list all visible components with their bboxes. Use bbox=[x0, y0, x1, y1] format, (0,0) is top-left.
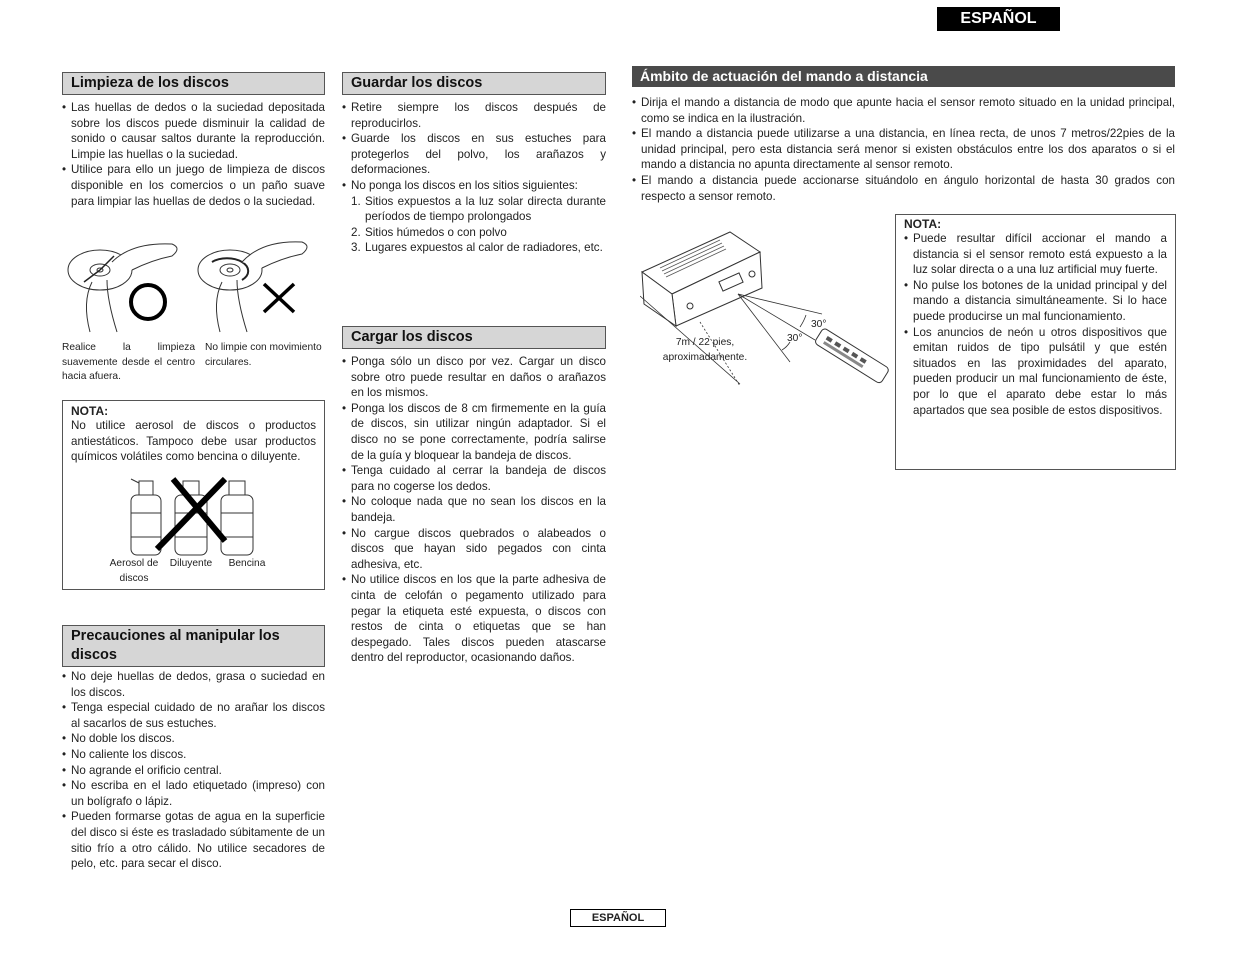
distance-label: 7m / 22 pies, aproximadamente. bbox=[662, 337, 748, 363]
label-diluyente: Diluyente bbox=[169, 558, 213, 569]
list-item: • No doble los discos. bbox=[62, 731, 325, 747]
ambito-list bbox=[632, 95, 1175, 204]
footer-language-tab: ESPAÑOL bbox=[570, 909, 666, 927]
disc-cleaning-illustration bbox=[62, 232, 325, 342]
section-title-cargar: Cargar los discos bbox=[342, 326, 606, 349]
list-item: • No agrande el orificio central. bbox=[62, 763, 325, 779]
list-item bbox=[342, 178, 606, 256]
cargar-list bbox=[342, 354, 606, 666]
nota-title: NOTA: bbox=[71, 404, 109, 418]
nota-text: No utilice aerosol de discos o productos antiestáticos. Tampoco debe usar productos químicos volátiles como bencina o diluyente. bbox=[71, 419, 316, 464]
section-title-guardar: Guardar los discos bbox=[342, 72, 606, 95]
chemicals-illustration bbox=[123, 473, 273, 559]
caption-clean-ok: Realice la limpieza suavemente desde el centro hacia afuera. bbox=[62, 342, 195, 382]
list-item: • Los anuncios de neón u otros dispositivos que emitan ruidos de tipo pulsátil y que estén situados en las proximidades del aparato, pueden producir un mal funcionamiento de éste, por lo que el aparato debe estar lo más apartados que sea posible de estos dispositivos. bbox=[904, 325, 1167, 419]
disc-no-icon bbox=[198, 242, 307, 332]
nota-box-aerosol bbox=[62, 400, 325, 590]
list-item: • No deje huellas de dedos, grasa o suciedad en los discos. bbox=[62, 669, 325, 700]
nota-box-remote bbox=[895, 214, 1176, 470]
section-title-limpieza: Limpieza de los discos bbox=[62, 72, 325, 95]
label-bencina: Bencina bbox=[228, 558, 266, 569]
list-item: • No cargue discos quebrados o alabeados o discos que hayan sido pegados con cinta adhesiva, etc. bbox=[342, 526, 606, 573]
list-item: • El mando a distancia puede accionarse situándolo en ángulo horizontal de hasta 30 grados con respecto a sensor remoto. bbox=[632, 173, 1175, 204]
disc-ok-icon bbox=[68, 244, 177, 332]
list-item: • Utilice para ello un juego de limpieza de discos disponible en los comercios o un paño suave para limpiar las huellas de dedos o la suciedad. bbox=[62, 162, 325, 209]
list-item: • Tenga cuidado al cerrar la bandeja de discos para no cogerse los dedos. bbox=[342, 463, 606, 494]
benzine-bottle-icon bbox=[221, 481, 253, 555]
remote-control-icon bbox=[814, 328, 890, 385]
list-item: • No coloque nada que no sean los discos en la bandeja. bbox=[342, 494, 606, 525]
nota-title: NOTA: bbox=[904, 217, 942, 231]
list-item: • No utilice discos en los que la parte adhesiva de cinta de celofán o pegamento utilizado para pegar la etiqueta esté expuesta, o discos con restos de cinta o etiquetas que se han despegado. Tales discos pueden atascarse dentro del reproductor, ocasionando daños. bbox=[342, 572, 606, 666]
list-item: • No pulse los botones de la unidad principal y del mando a distancia simultáneamente. Si lo hace puede producirse un mal funcionamiento. bbox=[904, 278, 1167, 325]
guardar-list bbox=[342, 100, 606, 256]
section-title-precauciones: Precauciones al manipular los discos bbox=[62, 625, 325, 667]
list-item: • No caliente los discos. bbox=[62, 747, 325, 763]
list-item: • Retire siempre los discos después de reproducirlos. bbox=[342, 100, 606, 131]
language-tab: ESPAÑOL bbox=[937, 7, 1060, 31]
nota-remote-list bbox=[904, 231, 1167, 418]
list-item: • Las huellas de dedos o la suciedad depositada sobre los discos puede disminuir la calidad de sonido o causar saltos durante la reproducción. Limpie las huellas o la suciedad. bbox=[62, 100, 325, 162]
sub-list-item: 2. Sitios húmedos o con polvo bbox=[351, 225, 507, 239]
label-aerosol: Aerosol de discos bbox=[109, 558, 159, 584]
section-title-ambito: Ámbito de actuación del mando a distancia bbox=[632, 66, 1175, 87]
angle-label-bottom: 30° bbox=[787, 333, 803, 344]
list-item: • Ponga los discos de 8 cm firmemente en la guía de discos, sin utilizar ningún adaptador. Si el disco no se pone correctamente, podría salirse de la guía y bloquear la bandeja de discos. bbox=[342, 401, 606, 463]
limpieza-list bbox=[62, 100, 325, 209]
caption-clean-no: No limpie con movimiento circulares. bbox=[205, 342, 322, 368]
sub-list-item: 1. Sitios expuestos a la luz solar directa durante períodos de tiempo prolongados bbox=[351, 194, 606, 224]
angle-label-top: 30° bbox=[811, 319, 827, 330]
list-item: • Tenga especial cuidado de no arañar los discos al sacarlos de sus estuches. bbox=[62, 700, 325, 731]
list-item-text: No ponga los discos en los sitios siguientes: bbox=[351, 178, 578, 192]
main-unit-icon bbox=[642, 232, 762, 326]
precauciones-list bbox=[62, 669, 325, 872]
sub-list-item: 3. Lugares expuestos al calor de radiadores, etc. bbox=[351, 241, 603, 255]
list-item: • Pueden formarse gotas de agua en la superficie del disco si éste es trasladado súbitamente de un sitio frío a otro cálido. No utilice secadores de pelo, etc. para secar el disco. bbox=[62, 809, 325, 871]
list-item: • Ponga sólo un disco por vez. Cargar un disco sobre otro puede resultar en daños o arañazos en los mismos. bbox=[342, 354, 606, 401]
list-item: • El mando a distancia puede utilizarse a una distancia, en línea recta, de unos 7 metros/22pies de la unidad principal, pero esta distancia será menor si existen obstáculos entre los dos aparatos o si el mando a distancia no apunta directamente al sensor remoto. bbox=[632, 126, 1175, 173]
list-item: • Puede resultar difícil accionar el mando a distancia si el sensor remoto está expuesto a la luz solar directa o a una luz artificial muy fuerte. bbox=[904, 231, 1167, 278]
sitios-sublist bbox=[351, 194, 606, 256]
list-item: • No escriba en el lado etiquetado (impreso) con un bolígrafo o lápiz. bbox=[62, 778, 325, 809]
list-item: • Dirija el mando a distancia de modo que apunte hacia el sensor remoto situado en la unidad principal, como se indica en la ilustración. bbox=[632, 95, 1175, 126]
aerosol-bottle-icon bbox=[131, 479, 161, 555]
list-item: • Guarde los discos en sus estuches para protegerlos del polvo, los arañazos y deformaciones. bbox=[342, 131, 606, 178]
